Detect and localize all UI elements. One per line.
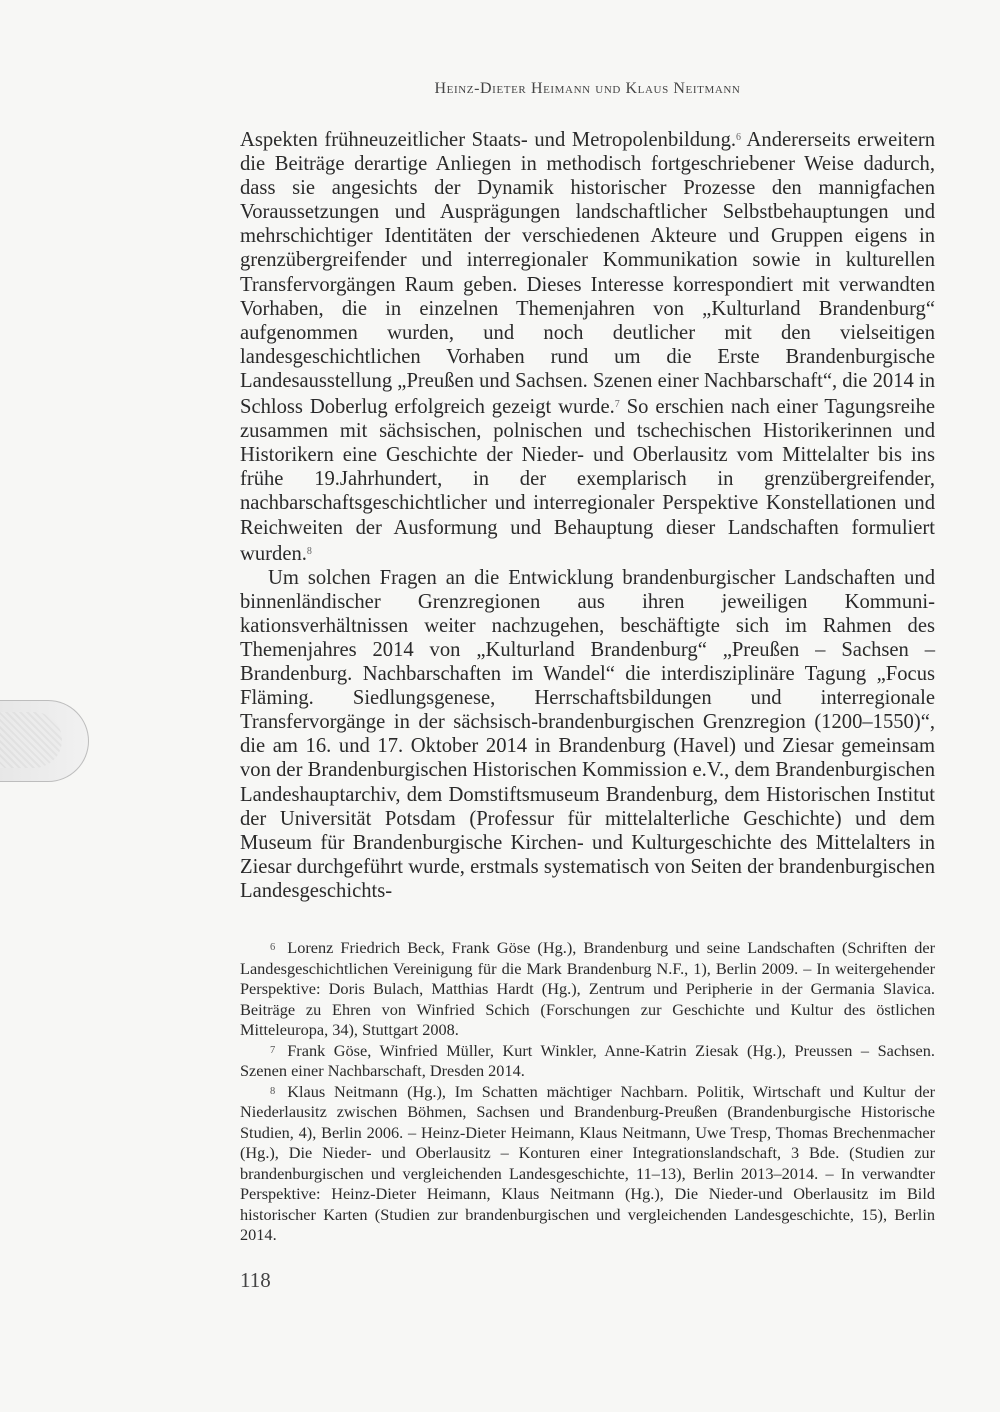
footnote-number: 6 [270,942,276,953]
footnotes [240,938,935,1246]
main-text [240,126,935,903]
footnote-number: 8 [270,1085,276,1097]
footnote-ref-7[interactable]: 7 [614,399,620,411]
scan-clip-shadow [0,712,62,768]
footnote-text: Lorenz Friedrich Beck, Frank Göse (Hg.), Brandenburg und seine Landschaften (Schriften der Landesgeschichtlichen Vereinigung für die Mark Brandenburg N.F., 1), Berlin 2009. – In weitergehender Perspektive: Doris Bulach, Matthias Hardt (Hg.), Zentrum und Peripherie in der Germania Slavica. Beiträge zu Ehren von Winfried Schich (Forschungen zur Geschichte und Kultur des östlichen Mitteleuropa, 34), Stuttgart 2008. [240,938,935,1039]
footnote-ref-6[interactable]: 6 [736,132,742,143]
footnote-6 [240,938,935,1041]
footnote-number: 7 [270,1044,276,1056]
paragraph-1-part-a: Aspekten frühneuzeitlicher Staats- und Metropolenbildung. [240,129,737,151]
paragraph-1-part-c: So erschien nach einer Tagungsreihe zusammen mit sächsischen, polnischen und tschechischen Historikerinnen und Historikern eine Geschichte der Nieder- und Oberlausitz vom Mittelalter bis ins frühe 19.Jahrhundert, in der exemplarisch in grenzübergreifender, nachbarschaftsgeschichtlicher und interregionaler Perspektive Konstellationen und Reichweiten der Ausformung und Behauptung dieser Landschaften formuliert wurden. [240,396,936,565]
footnote-8 [240,1082,935,1246]
footnote-text: Frank Göse, Winfried Müller, Kurt Winkler, Anne-Katrin Ziesak (Hg.), Preussen – Sachsen. Szenen einer Nachbarschaft, Dresden 2014. [240,1040,935,1080]
footnote-ref-8[interactable]: 8 [306,545,312,557]
page-number: 118 [240,1268,271,1292]
paragraph-2: Um solchen Fragen an die Entwicklung brandenburgischer Landschaften und binnenländischer Grenzregionen aus ihren jeweiligen Kommunikationsverhältnissen weiter nachzugehen, beschäftigte sich im Rahmen des Themenjahres 2014 von „Kulturland Brandenburg“ „Preußen – Sachsen – Brandenburg. Nachbarschaften im Wandel“ die interdisziplinäre Tagung „Focus Fläming. Siedlungsgenese, Herrschaftsbildungen und interregionale Transfervorgänge in der sächsisch-brandenburgischen Grenzregion (1200–1550)“, die am 16. und 17. Oktober 2014 in Brandenburg (Havel) und Ziesar gemeinsam von der Brandenburgischen Historischen Kommission e.V., dem Brandenburgischen Landeshauptarchiv, dem Domstiftsmuseum Brandenburg, dem Historischen Institut der Universität Potsdam (Professur für mittelalterliche Geschichte) und dem Museum für Brandenburgische Kirchen- und Kulturgeschichte des Mittelalters in Ziesar durchgeführt wurde, erstmals systematisch von Seiten der brandenburgischen Landesgeschichts- [240,566,935,902]
paragraph-1-part-b: Andererseits erweitern die Beiträge derartige Anliegen in methodisch fortgeschriebener Weise dadurch, dass sie angesichts der Dynamik historischer Prozesse den mannigfachen Voraussetzungen und Ausprägungen landschaftlicher Selbstbehauptungen und mehrschichtiger Identitäten der verschiedenen Akteure und Gruppen eigens in grenzübergreifender und interregionaler Kommunikation sowie in kulturellen Transfervorgängen Raum geben. Dieses Interesse korrespondiert mit verwandten Vorhaben, die in einzelnen Themenjahren von „Kulturland Brandenburg“ aufgenommen wurden, und noch deutlicher mit den vielseitigen landesgeschichtlichen Vorhaben rund um die Erste Brandenburgische Landesausstellung „Preußen und Sachsen. Szenen einer Nachbarschaft“, die 2014 in Schloss Doberlug erfolgreich gezeigt wurde. [240,129,935,419]
running-head: Heinz-Dieter Heimann und Klaus Neitmann [434,80,741,97]
footnote-text: Klaus Neitmann (Hg.), Im Schatten mächtiger Nachbarn. Politik, Wirtschaft und Kultur der Niederlausitz zwischen Böhmen, Sachsen und Brandenburg-Preußen (Brandenburgische Historische Studien, 4), Berlin 2006. – Heinz-Dieter Heimann, Klaus Neitmann, Uwe Tresp, Thomas Brechenmacher (Hg.), Die Nieder- und Oberlausitz – Konturen einer Integrationslandschaft, 3 Bde. (Studien zur brandenburgischen und vergleichenden Landesgeschichte, 11–13), Berlin 2013–2014. – In verwandter Perspektive: Heinz-Dieter Heimann, Klaus Neitmann (Hg.), Die Nieder-und Oberlausitz im Bild historischer Karten (Studien zur brandenburgischen und vergleichenden Landesgeschichte, 15), Berlin 2014. [240,1081,935,1244]
paragraph-1 [240,126,935,566]
footnote-7 [240,1041,935,1082]
